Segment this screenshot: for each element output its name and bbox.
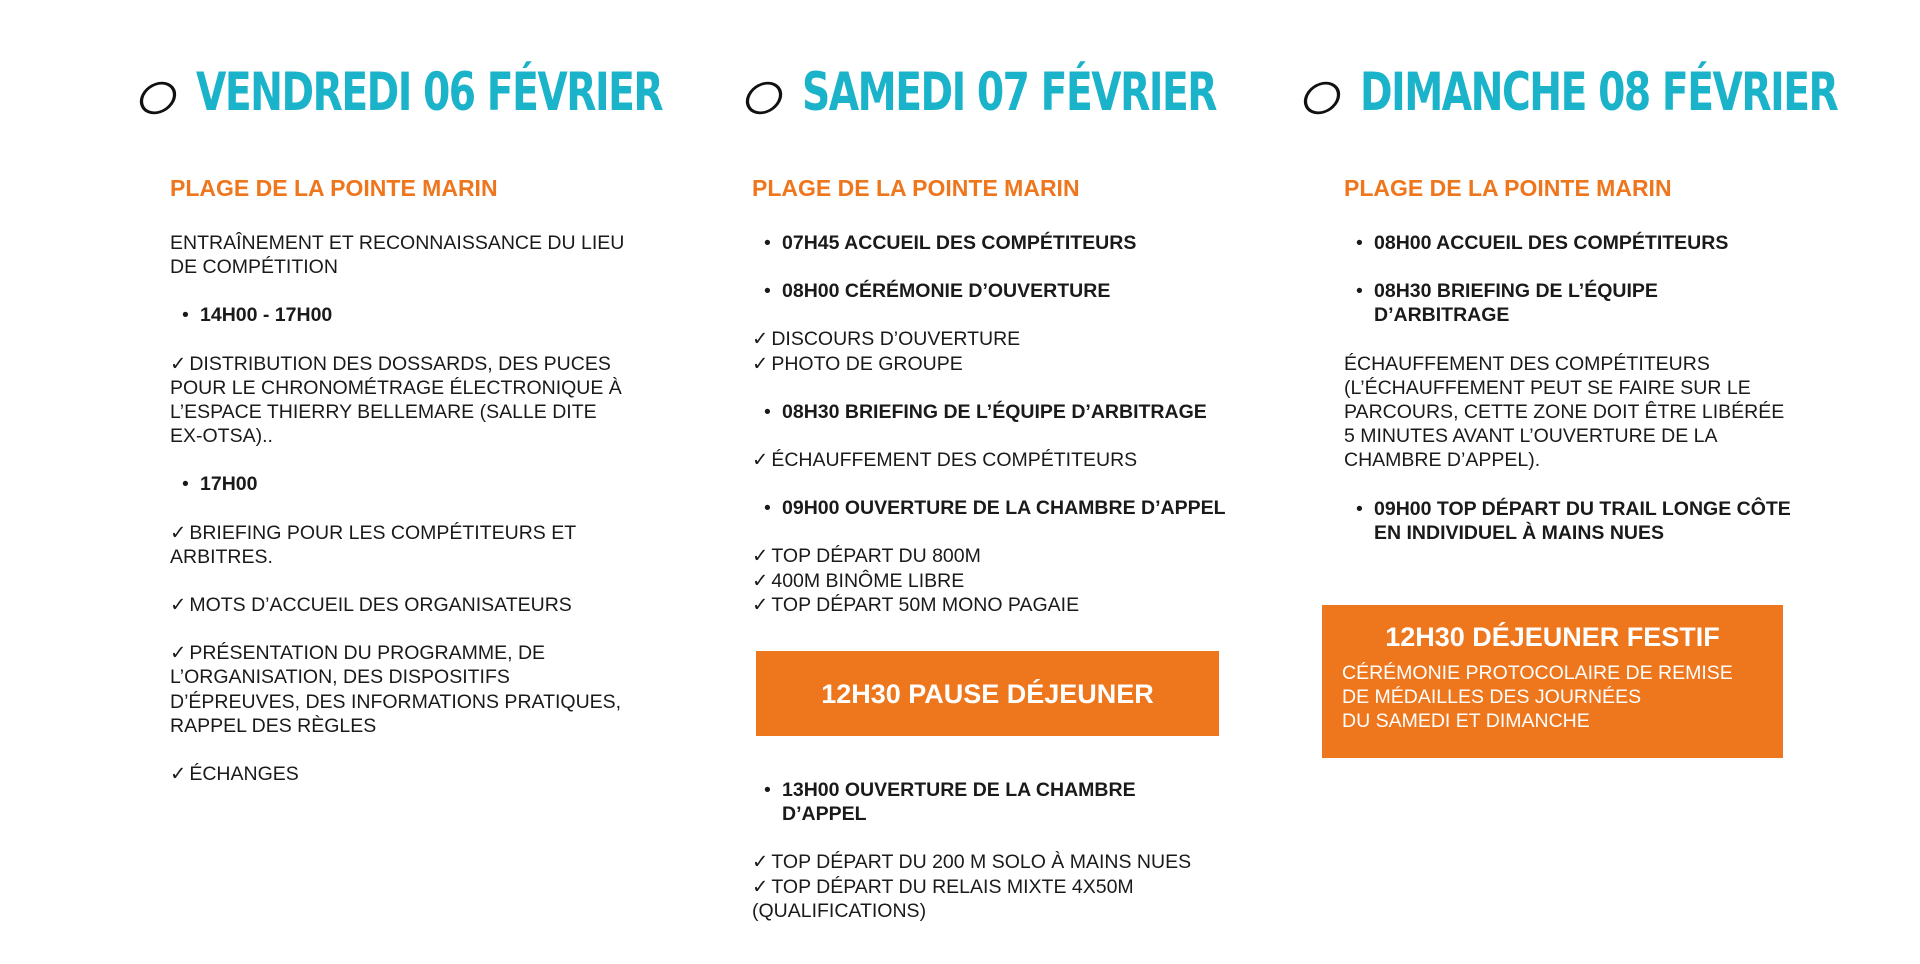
day-title: VENDREDI 06 FÉVRIER [196, 62, 663, 123]
day-content-saturday-afternoon [752, 778, 1292, 947]
check-item: ✓ BRIEFING POUR LES COMPÉTITEURS ET ARBITRES. [170, 521, 576, 568]
day-header-friday [142, 62, 826, 123]
check-icon: ✓ [752, 352, 769, 375]
check-group [752, 544, 1292, 617]
schedule-bullet: • 08H00 ACCUEIL DES COMPÉTITEURS [1344, 231, 1799, 255]
check-item: ✓ DISCOURS D’OUVERTURE [752, 328, 1021, 351]
check-icon: ✓ [170, 352, 187, 375]
check-item: ✓ MOTS D’ACCUEIL DES ORGANISATEURS [170, 594, 572, 617]
check-item: ✓ DISTRIBUTION DES DOSSARDS, DES PUCES POUR LE CHRONOMÉTRAGE ÉLECTRONIQUE À L’ESPACE THIERRY BELLEMARE (SALLE DITE EX-OTSA).. [170, 352, 622, 448]
check-item: ✓ 400M BINÔME LIBRE [752, 569, 965, 592]
check-group [752, 327, 1292, 375]
check-icon: ✓ [752, 569, 769, 592]
day-title: DIMANCHE 08 FÉVRIER [1360, 62, 1838, 123]
day-header-sunday [1306, 62, 1920, 123]
check-item: ✓ TOP DÉPART 50M MONO PAGAIE [752, 593, 1080, 616]
location-label: PLAGE DE LA POINTE MARIN [752, 175, 1080, 201]
schedule-bullet: • 09H00 TOP DÉPART DU TRAIL LONGE CÔTE EN INDIVIDUEL À MAINS NUES [1344, 497, 1794, 545]
schedule-bullet: • 09H00 OUVERTURE DE LA CHAMBRE D’APPEL [752, 496, 1292, 520]
check-icon: ✓ [752, 875, 769, 898]
day-content-saturday [752, 176, 1292, 641]
intro-text: ENTRAÎNEMENT ET RECONNAISSANCE DU LIEU DE COMPÉTITION [170, 232, 625, 279]
check-item: ✓ ÉCHAUFFEMENT DES COMPÉTITEURS [752, 449, 1138, 472]
schedule-bullet: • 08H30 BRIEFING DE L’ÉQUIPE D’ARBITRAGE [1344, 279, 1734, 327]
warmup-text: ÉCHAUFFEMENT DES COMPÉTITEURS (L’ÉCHAUFFEMENT PEUT SE FAIRE SUR LE PARCOURS, CETTE ZONE DOIT ÊTRE LIBÉRÉE 5 MINUTES AVANT L’OUVERTURE DE LA CHAMBRE D’APPEL). [1344, 352, 1785, 472]
check-icon: ✓ [170, 594, 187, 617]
check-item: ✓ TOP DÉPART DU 800M [752, 545, 981, 568]
schedule-bullet: • 13H00 OUVERTURE DE LA CHAMBRE D’APPEL [752, 778, 1202, 826]
ceremony-text: CÉRÉMONIE PROTOCOLAIRE DE REMISE DE MÉDAILLES DES JOURNÉES DU SAMEDI ET DIMANCHE [1342, 662, 1733, 733]
schedule-bullet: • 07H45 ACCUEIL DES COMPÉTITEURS [752, 231, 1292, 255]
festive-lunch-title: 12H30 DÉJEUNER FESTIF [1385, 622, 1720, 652]
day-content-friday [170, 176, 625, 810]
check-item: ✓ PRÉSENTATION DU PROGRAMME, DE L’ORGANISATION, DES DISPOSITIFS D’ÉPREUVES, DES INFORMATIONS PRATIQUES, RAPPEL DES RÈGLES [170, 642, 622, 737]
check-item: ✓ TOP DÉPART DU RELAIS MIXTE 4X50M (QUALIFICATIONS) [752, 875, 1134, 922]
day-header-saturday [748, 62, 1361, 123]
check-icon: ✓ [752, 449, 769, 472]
location-label: PLAGE DE LA POINTE MARIN [1344, 175, 1672, 201]
check-item: ✓ TOP DÉPART DU 200 M SOLO À MAINS NUES [752, 851, 1192, 874]
check-item: ✓ PHOTO DE GROUPE [752, 352, 963, 375]
lunch-break-banner [756, 651, 1219, 736]
check-icon: ✓ [170, 763, 187, 786]
check-icon: ✓ [752, 593, 769, 616]
check-item: ✓ ÉCHANGES [170, 763, 299, 786]
circle-icon [133, 76, 184, 119]
check-icon: ✓ [752, 328, 769, 351]
festive-lunch-banner [1322, 605, 1783, 758]
check-group [752, 850, 1292, 923]
schedule-bullet: • 14H00 - 17H00 [170, 303, 625, 327]
check-icon: ✓ [752, 545, 769, 568]
check-icon: ✓ [170, 521, 187, 544]
check-icon: ✓ [170, 642, 187, 665]
schedule-bullet: • 17H00 [170, 472, 625, 496]
day-title: SAMEDI 07 FÉVRIER [802, 62, 1217, 123]
check-icon: ✓ [752, 851, 769, 874]
location-label: PLAGE DE LA POINTE MARIN [170, 175, 498, 201]
day-content-sunday [1344, 176, 1799, 569]
lunch-break-title: 12H30 PAUSE DÉJEUNER [821, 678, 1154, 709]
schedule-bullet: • 08H00 CÉRÉMONIE D’OUVERTURE [752, 279, 1292, 303]
schedule-bullet: • 08H30 BRIEFING DE L’ÉQUIPE D’ARBITRAGE [752, 400, 1292, 424]
